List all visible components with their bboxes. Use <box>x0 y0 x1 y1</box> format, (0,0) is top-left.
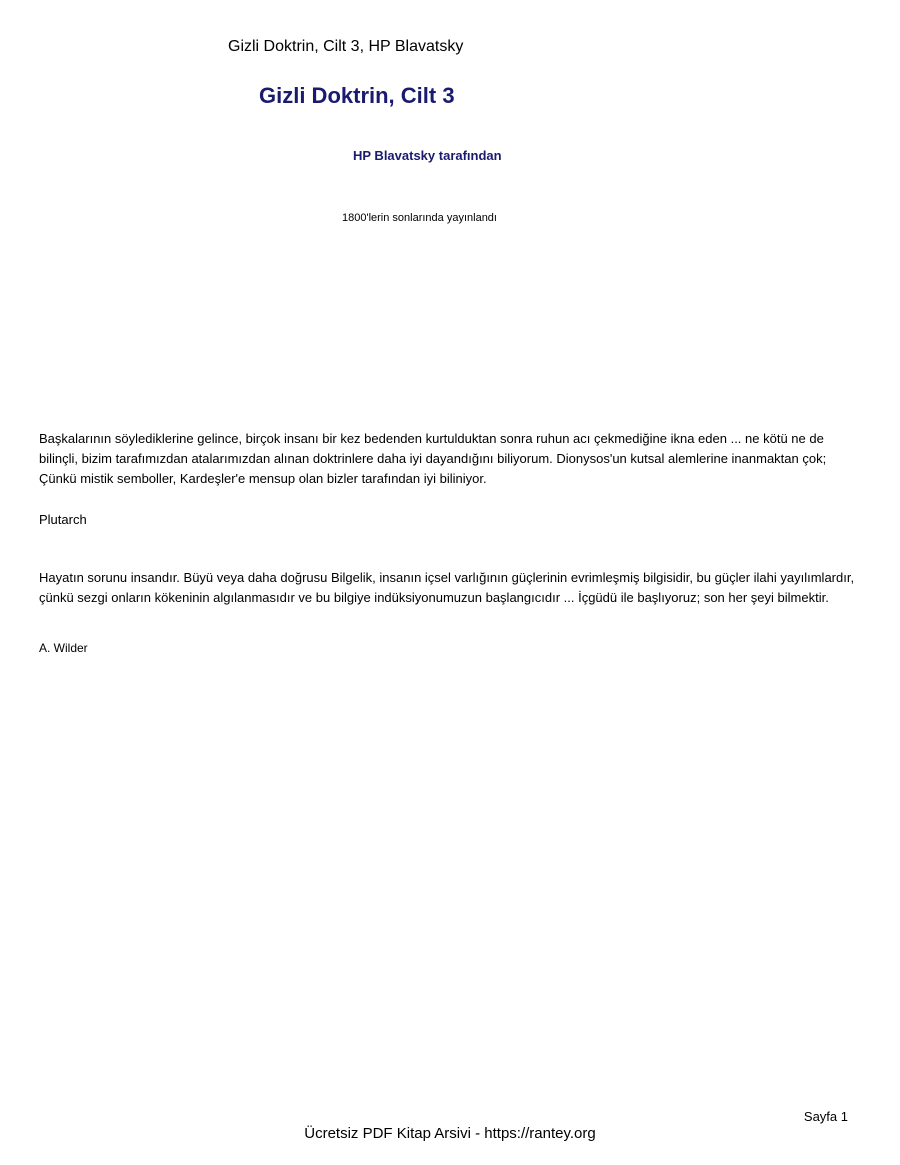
running-header: Gizli Doktrin, Cilt 3, HP Blavatsky <box>228 38 464 55</box>
author-byline: HP Blavatsky tarafından <box>353 148 502 163</box>
epigraph-attribution-wilder: A. Wilder <box>39 641 88 655</box>
document-title: Gizli Doktrin, Cilt 3 <box>259 83 455 108</box>
publication-note: 1800'lerin sonlarında yayınlandı <box>342 212 497 224</box>
epigraph-quote-plutarch: Başkalarının söylediklerine gelince, birçok insanı bir kez bedenden kurtulduktan sonra ruhun acı çekmediğine ikna eden ... ne kötü ne de bilinçli, bizim tarafımızdan atalarımızdan alınan doktrinlere daha iyi dayandığını biliyorum. Dionysos'un kutsal alemlerine inanmaktan çok; Çünkü mistik semboller, Kardeşler'e mensup olan bizler tarafından iyi biliniyor. <box>39 431 827 486</box>
epigraph-attribution-plutarch: Plutarch <box>39 512 87 527</box>
page-number: Sayfa 1 <box>803 1109 848 1124</box>
footer-source: Ücretsiz PDF Kitap Arsivi - https://rantey.org <box>304 1125 596 1142</box>
epigraph-quote-wilder: Hayatın sorunu insandır. Büyü veya daha doğrusu Bilgelik, insanın içsel varlığının güçlerinin evrimleşmiş bilgisidir, bu güçler ilahi yayılımlardır, çünkü sezgi onların kökeninin algılanmasıdır ve bu bilgiye indüksiyonumuzun başlangıcıdır ... İçgüdü ile başlıyoruz; son her şeyi bilmektir. <box>39 570 855 605</box>
